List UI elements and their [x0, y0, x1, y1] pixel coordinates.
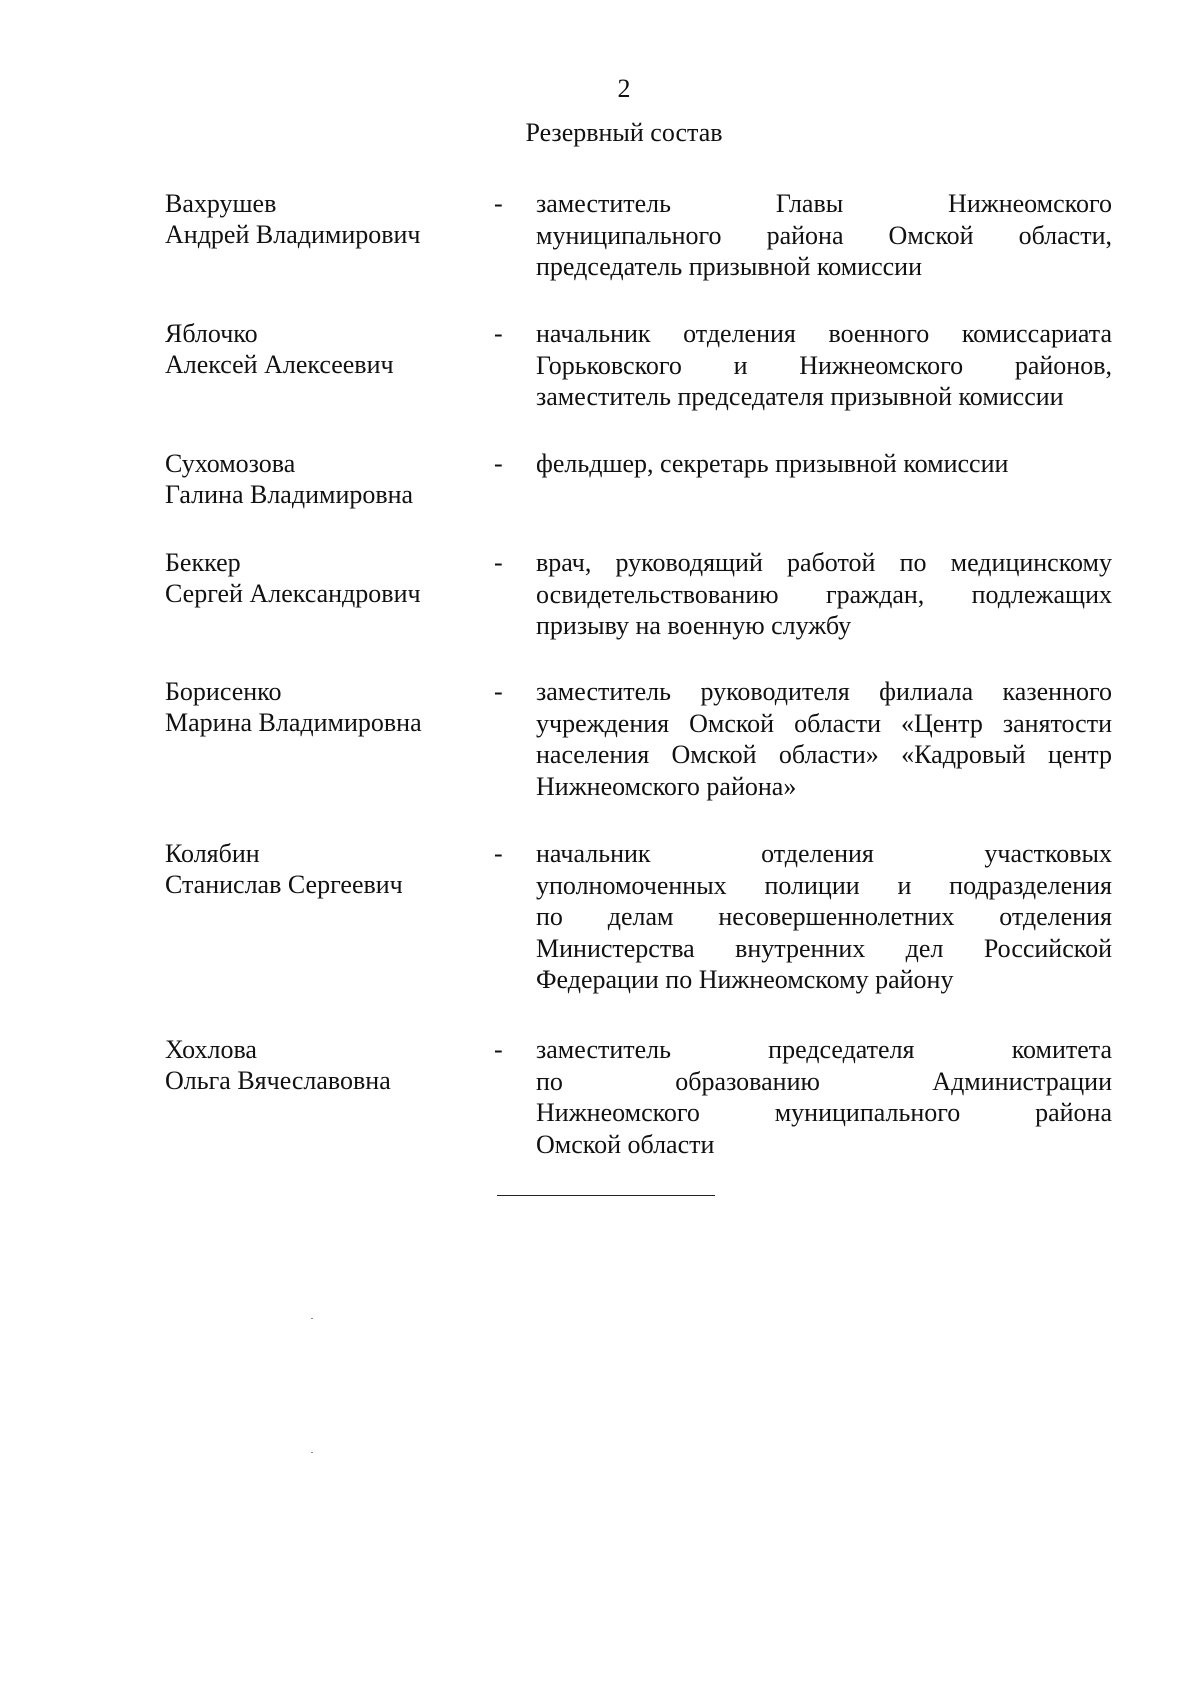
- member-position: [536, 676, 1112, 802]
- member-position: [536, 547, 1112, 642]
- member-position: [536, 838, 1112, 996]
- position-line: муниципального района Омской области,: [536, 220, 1112, 250]
- position-line: по образованию Администрации: [536, 1066, 1112, 1096]
- member-surname: Борисенко: [165, 677, 282, 706]
- position-line: по делам несовершеннолетних отделения: [536, 902, 1112, 931]
- page-number: 2: [617, 74, 631, 103]
- member-dash: -: [494, 1035, 503, 1064]
- position-line: учреждения Омской области «Центр занятости: [536, 708, 1112, 738]
- position-line: врач, руководящий работой по медицинскому: [536, 548, 1112, 577]
- position-line: председатель призывной комиссии: [536, 252, 922, 281]
- scan-speck: [311, 1452, 313, 1453]
- member-surname: Сухомозова: [165, 449, 296, 478]
- member-surname: Вахрушев: [165, 189, 277, 218]
- position-line: начальник отделения участковых: [536, 839, 1112, 868]
- position-line: фельдшер, секретарь призывной комиссии: [536, 449, 1009, 478]
- position-line: Омской области: [536, 1129, 715, 1159]
- member-given-names: Марина Владимировна: [165, 708, 422, 737]
- member-name: [165, 1034, 485, 1096]
- member-dash: -: [494, 319, 503, 348]
- position-line: заместитель председателя комитета: [536, 1035, 1112, 1064]
- member-position: [536, 1034, 1112, 1160]
- member-given-names: Станислав Сергеевич: [165, 870, 403, 899]
- position-line: освидетельствованию граждан, подлежащих: [536, 579, 1112, 609]
- member-name: [165, 448, 485, 510]
- member-surname: Хохлова: [165, 1035, 257, 1064]
- member-position: [536, 188, 1112, 283]
- scan-speck: [311, 1318, 313, 1319]
- member-name: [165, 188, 485, 250]
- position-line: призыву на военную службу: [536, 611, 852, 640]
- position-line: заместитель Главы Нижнеомского: [536, 189, 1112, 218]
- member-name: [165, 318, 485, 380]
- member-given-names: Сергей Александрович: [165, 579, 421, 608]
- member-name: [165, 676, 485, 738]
- member-given-names: Алексей Алексеевич: [165, 350, 394, 379]
- member-surname: Яблочко: [165, 319, 258, 348]
- member-surname: Беккер: [165, 548, 241, 577]
- member-position: [536, 318, 1112, 413]
- position-line: Министерства внутренних дел Российской: [536, 933, 1112, 963]
- position-line: начальник отделения военного комиссариата: [536, 319, 1112, 348]
- member-name: [165, 547, 485, 609]
- position-line: заместитель руководителя филиала казенного: [536, 677, 1112, 706]
- position-line: Нижнеомского района»: [536, 771, 797, 801]
- member-given-names: Андрей Владимирович: [165, 220, 421, 249]
- member-surname: Колябин: [165, 839, 260, 868]
- member-given-names: Ольга Вячеславовна: [165, 1066, 391, 1095]
- member-dash: -: [494, 449, 503, 478]
- member-dash: -: [494, 189, 503, 218]
- member-position: [536, 448, 1112, 480]
- position-line: Федерации по Нижнеомскому району: [536, 965, 954, 994]
- position-line: Нижнеомского муниципального района: [536, 1098, 1112, 1127]
- member-name: [165, 838, 485, 900]
- member-dash: -: [494, 839, 503, 868]
- position-line: Горьковского и Нижнеомского районов,: [536, 350, 1112, 380]
- position-line: уполномоченных полиции и подразделения: [536, 870, 1112, 900]
- member-given-names: Галина Владимировна: [165, 480, 414, 509]
- end-rule: [497, 1195, 715, 1196]
- section-title: Резервный состав: [525, 118, 723, 147]
- member-dash: -: [494, 677, 503, 706]
- position-line: населения Омской области» «Кадровый центр: [536, 740, 1112, 769]
- position-line: заместитель председателя призывной комиссии: [536, 382, 1064, 411]
- member-dash: -: [494, 548, 503, 577]
